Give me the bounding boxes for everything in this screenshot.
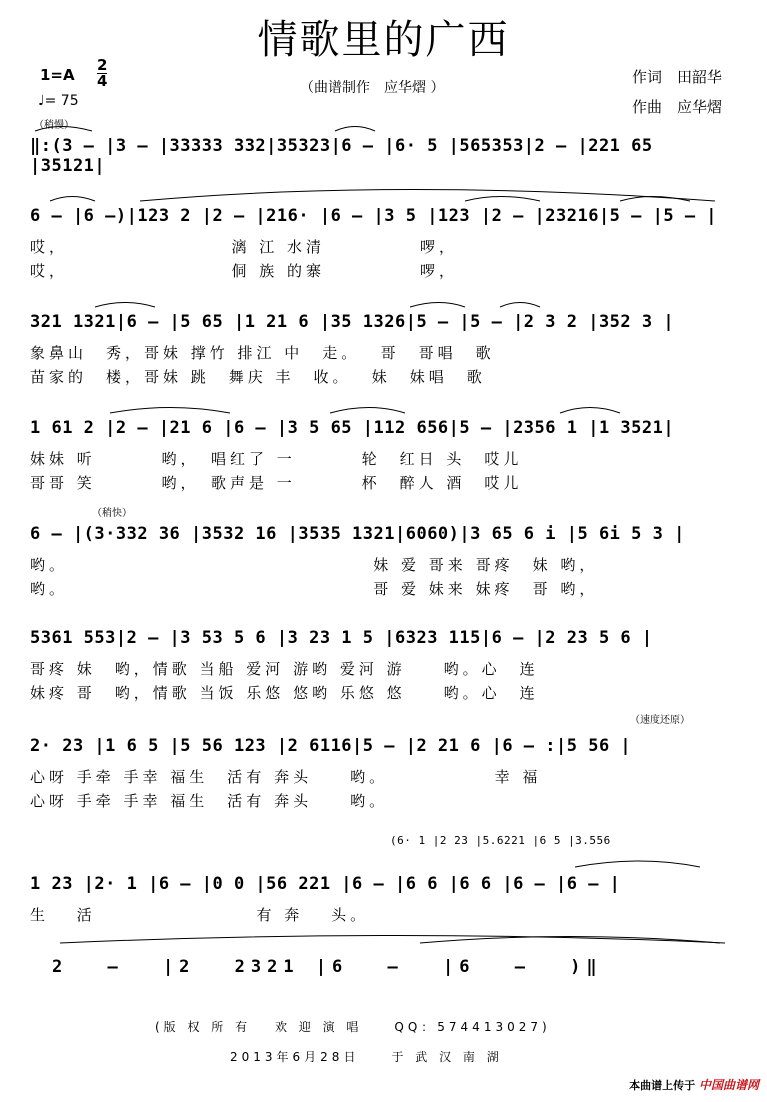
upper-instrumental-line: (6· 1 |2 23 |5.6221 |6 5 |3.556 <box>390 834 611 847</box>
watermark-logo: 中国曲谱网 <box>698 1078 759 1092</box>
tempo-marking: ♩= 75 <box>38 93 79 109</box>
score-title: 情歌里的广西 <box>257 17 510 63</box>
lyric-verse-2: 哥哥 笑 哟， 歌声是 一 杯 醉人 酒 哎儿 <box>30 474 523 492</box>
notation-line: 2· 23 |1 6 5 |5 56 123 |2 6116|5 – |2 21 6 |6 – :|5 56 | <box>30 736 632 756</box>
notation-line: ‖:(3 – |3 – |33333 332|35323|6 – |6· 5 |565353|2 – |221 65 |35121| <box>30 136 653 176</box>
notation-line: 5361 553|2 – |3 53 5 6 |3 23 1 5 |6323 115|6 – |2 23 5 6 | <box>30 628 653 648</box>
lyric-verse-1: 心呀 手牵 手幸 福生 活有 奔头 哟。 幸 福 <box>30 768 542 786</box>
score-maker: （曲谱制作 应华熠 ） <box>300 80 445 96</box>
lyric-verse-1: 妹妹 听 哟， 唱红了 一 轮 红日 头 哎儿 <box>30 450 523 468</box>
lyric-verse-1: 哟。 妹 爱 哥来 哥疼 妹 哟， <box>30 556 599 574</box>
notation-line: 6 – |6 –)|123 2 |2 – |216· |6 – |3 5 |123 |2 – |23216|5 – |5 – | <box>30 206 718 226</box>
key-signature: 1=A <box>40 66 75 84</box>
copyright-line: (版 权 所 有 欢 迎 演 唱 QQ：574413027) <box>155 1020 551 1034</box>
time-bottom: 4 <box>97 72 108 90</box>
date-place-line: 2013年6月28日 于 武 汉 南 湖 <box>230 1050 503 1064</box>
lyric-verse-1: 哥疼 妹 哟，情歌 当船 爱河 游哟 爱河 游 哟。心 连 <box>30 660 539 678</box>
notation-line: 1 61 2 |2 – |21 6 |6 – |3 5 65 |112 656|5 – |2356 1 |1 3521| <box>30 418 675 438</box>
lyric-verse-2: 哟。 哥 爱 妹来 妹疼 哥 哟， <box>30 580 599 598</box>
notation-line: 1 23 |2· 1 |6 – |0 0 |56 221 |6 – |6 6 |6 6 |6 – |6 – | <box>30 874 621 894</box>
site-watermark <box>629 1076 759 1093</box>
composer-credit: 作曲 应华熠 <box>632 98 723 116</box>
lyric-verse-2: 哎， 侗 族 的寨 啰， <box>30 262 459 280</box>
lyric-verse-1: 象鼻山 秀，哥妹 撑竹 排江 中 走。 哥 哥唱 歌 <box>30 344 495 362</box>
lyric-verse-2: 妹疼 哥 哟，情歌 当饭 乐悠 悠哟 乐悠 悠 哟。心 连 <box>30 684 539 702</box>
lyric-verse-1: 哎， 漓 江 水清 啰， <box>30 238 459 256</box>
tempo-slow-annotation: （稍慢） <box>34 120 74 131</box>
watermark-text: 本曲谱上传于 <box>629 1079 696 1092</box>
lyricist-credit: 作词 田韶华 <box>632 68 723 86</box>
tempo-fast-annotation: （稍快） <box>92 508 132 519</box>
lyric-verse-2: 苗家的 楼，哥妹 跳 舞庆 丰 收。 妹 妹唱 歌 <box>30 368 486 386</box>
time-top: 2 <box>97 56 108 74</box>
time-signature <box>97 58 107 89</box>
lyric-verse-1: 生 活 有 奔 头。 <box>30 906 370 924</box>
notation-line: 321 1321|6 – |5 65 |1 21 6 |35 1326|5 – |5 – |2 3 2 |352 3 | <box>30 312 675 332</box>
notation-line: 2 – |2 2321 |6 – |6 – )‖ <box>52 957 603 977</box>
lyric-verse-2: 心呀 手牵 手幸 福生 活有 奔头 哟。 <box>30 792 389 810</box>
tempo-restore-annotation: （速度还原） <box>630 715 690 726</box>
notation-line: 6 – |(3·332 36 |3532 16 |3535 1321|6060)|3 65 6 i |5 6i 5 3 | <box>30 524 685 544</box>
